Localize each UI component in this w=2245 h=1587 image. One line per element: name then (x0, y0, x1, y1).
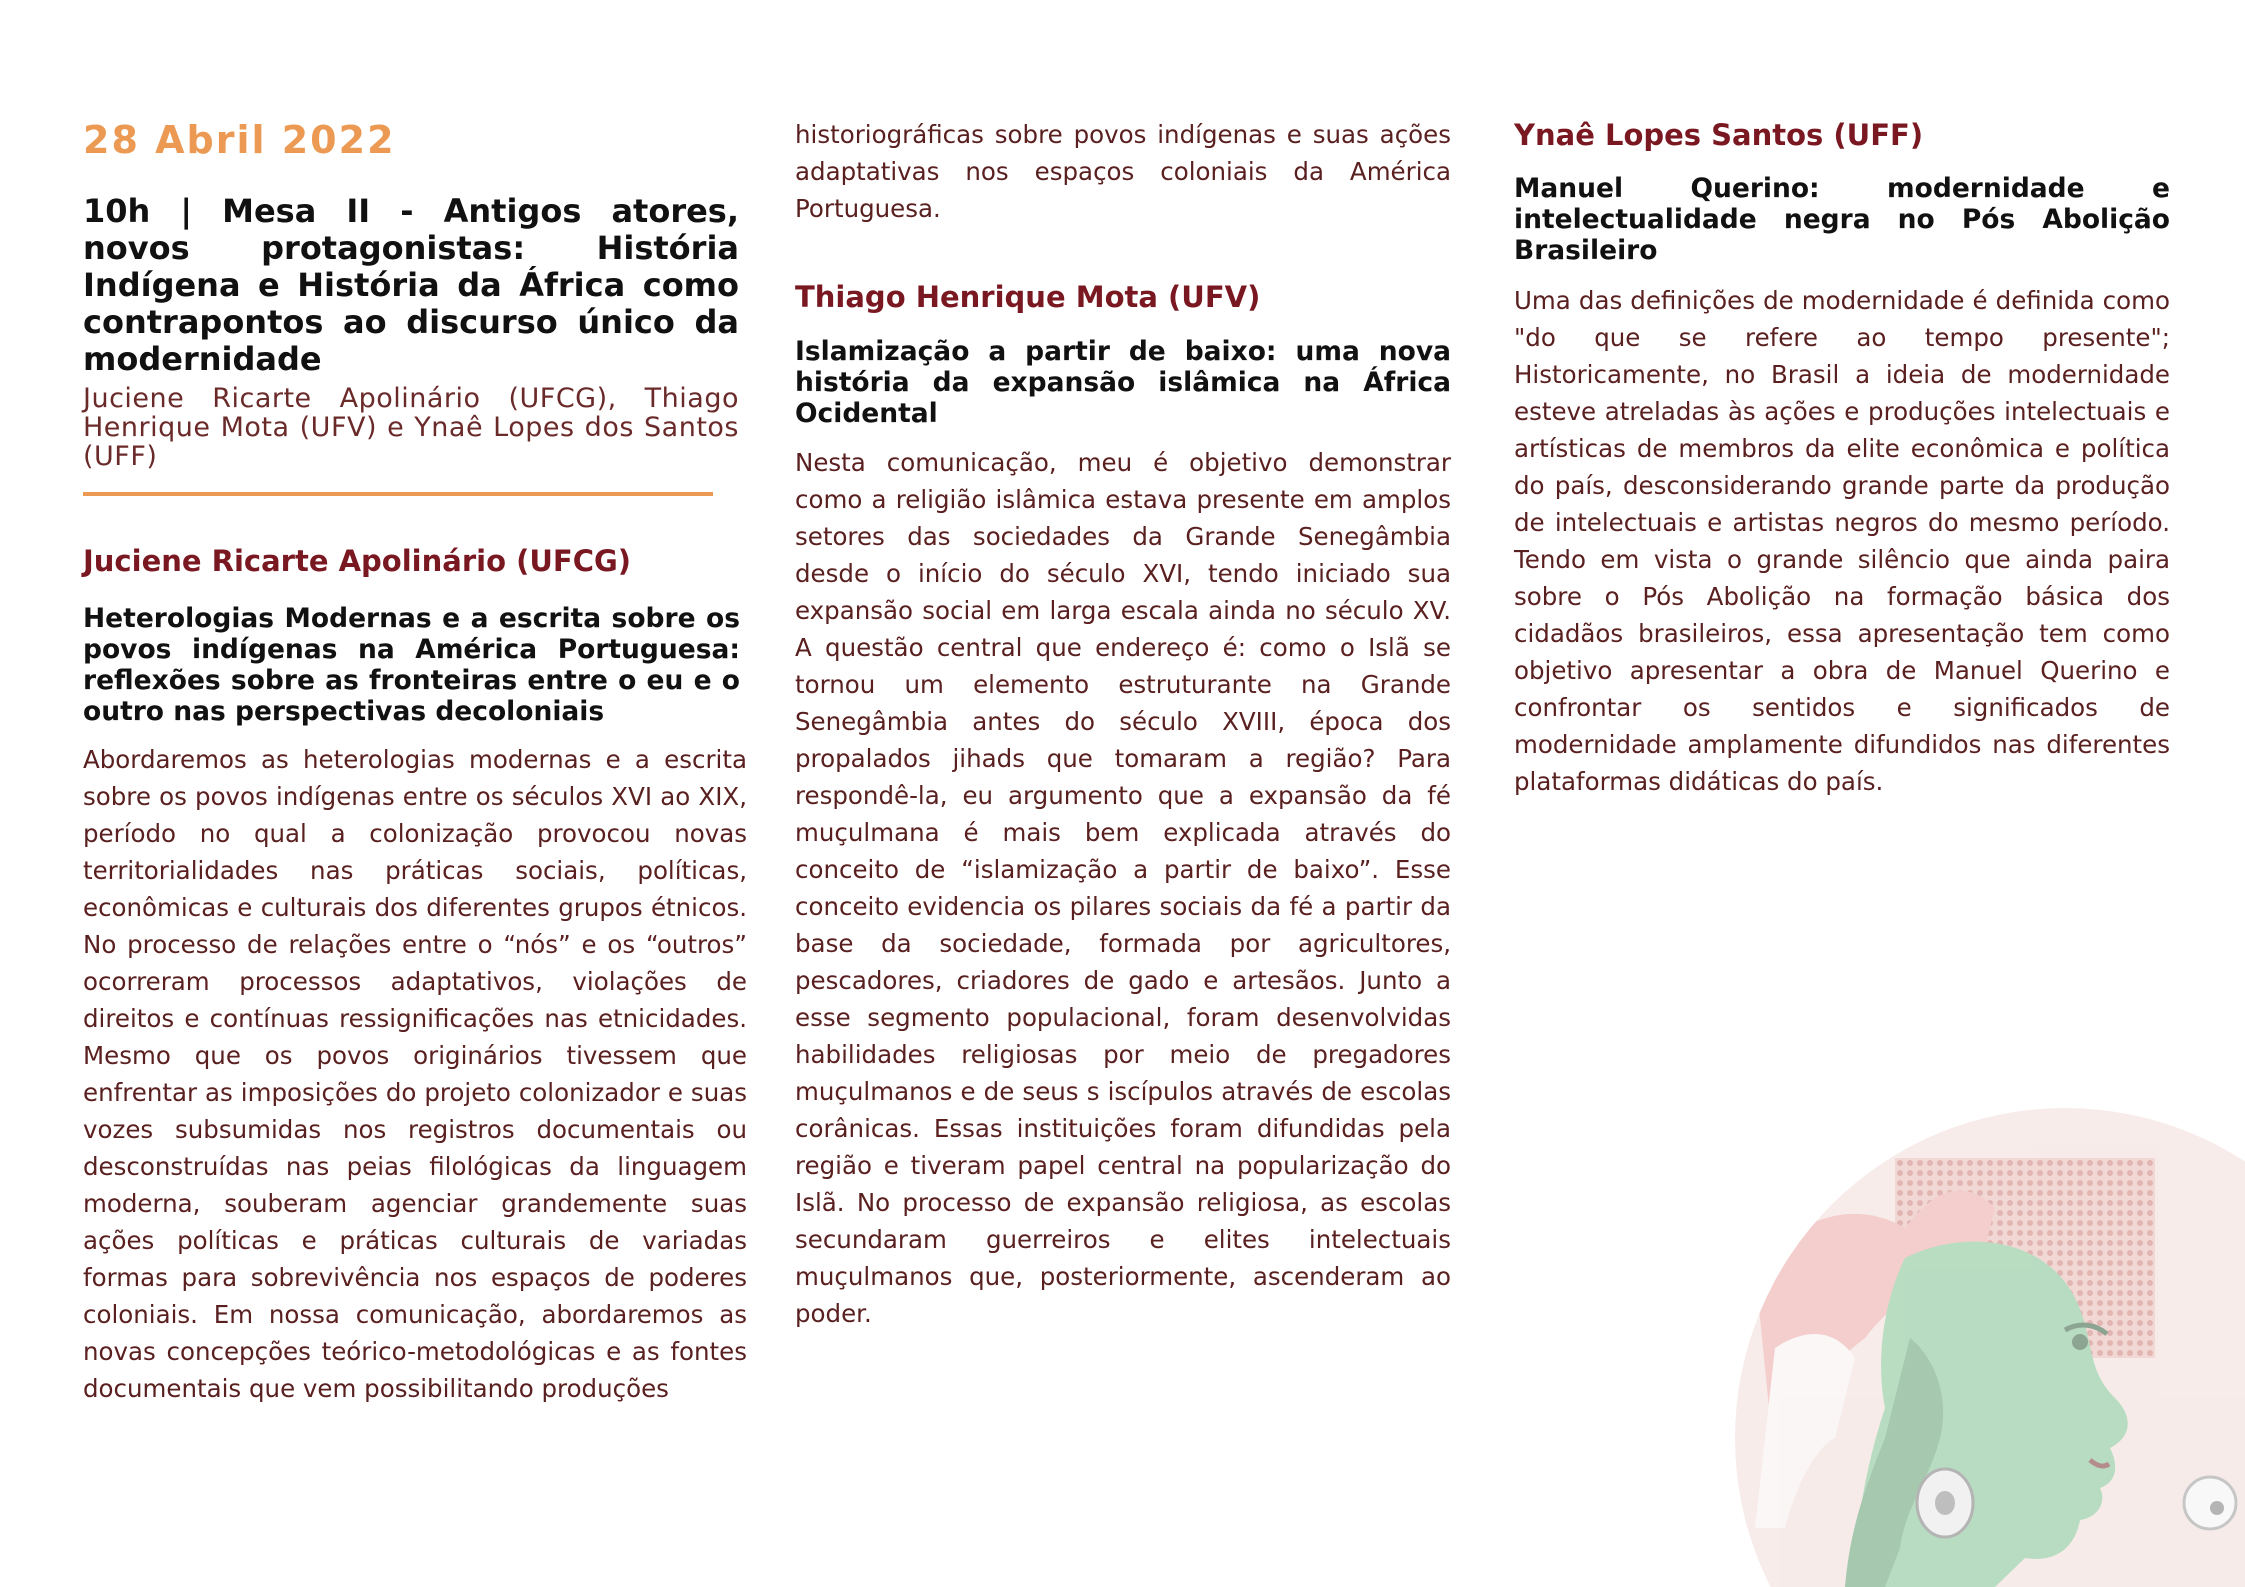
mural-portrait-image (1735, 1108, 2245, 1587)
session-speakers: Juciene Ricarte Apolinário (UFCG), Thiago Henrique Mota (UFV) e Ynaê Lopes dos Santos (UFF) (83, 383, 739, 472)
divider-rule (83, 492, 713, 496)
talk-title: Manuel Querino: modernidade e intelectualidade negra no Pós Abolição Brasileiro (1514, 173, 2170, 266)
talk-abstract: Uma das definições de modernidade é definida como "do que se refere ao tempo presente"; Historicamente, no Brasil a ideia de modernidade esteve atreladas às ações e produções intelectuais e artísticas de membros da elite econômica e política do país, desconsiderando grande parte da produção de intelectuais e artistas negros do mesmo período. Tendo em vista o grande silêncio que ainda paira sobre o Pós Abolição na formação básica dos cidadãos brasileiros, essa apresentação tem como objetivo apresentar a obra de Manuel Querino e confrontar os sentidos e significados de modernidade amplamente difundidos nas diferentes plataformas didáticas do país. (1514, 286, 2170, 796)
speaker-name: Juciene Ricarte Apolinário (UFCG) (83, 544, 632, 578)
talk-abstract: Nesta comunicação, meu é objetivo demonstrar como a religião islâmica estava presente em amplos setores das sociedades da Grande Senegâmbia desde o início do século XVI, tendo iniciado sua expansão social em larga escala ainda no século XV. A questão central que endereço é: como o Islã se tornou um elemento estruturante na Grande Senegâmbia antes do século XVIII, época dos propalados jihads que tomaram a região? Para respondê-la, eu argumento que a expansão da fé muçulmana é mais bem explicada através do conceito de “islamização a partir de baixo”. Esse conceito evidencia os pilares sociais da fé a partir da base da sociedade, formada por agricultores, pescadores, criadores de gado e artesãos. Junto a esse segmento populacional, foram desenvolvidas habilidades religiosas por meio de pregadores muçulmanos e de seus s iscípulos através de escolas corânicas. Essas instituições foram difundidas pela região e tiveram papel central na popularização do Islã. No processo de expansão religiosa, as escolas secundaram guerreiros e elites intelectuais muçulmanos que, posteriormente, ascenderam ao poder. (795, 448, 1451, 1328)
speaker-name: Ynaê Lopes Santos (UFF) (1514, 118, 1924, 152)
talk-title: Heterologias Modernas e a escrita sobre os povos indígenas na América Portuguesa: reflexões sobre as fronteiras entre o eu e o outro nas perspectivas decoloniais (83, 603, 740, 727)
session-title: 10h | Mesa II - Antigos atores, novos protagonistas: História Indígena e História da África como contrapontos ao discurso único da modernidade (83, 192, 739, 378)
talk-title: Islamização a partir de baixo: uma nova história da expansão islâmica na África Ocidental (795, 336, 1451, 429)
event-date: 28 Abril 2022 (83, 118, 396, 162)
speaker-name: Thiago Henrique Mota (UFV) (795, 280, 1261, 314)
talk-abstract-continued: historiográficas sobre povos indígenas e suas ações adaptativas nos espaços coloniais da América Portuguesa. (795, 120, 1451, 223)
portrait-illustration (1735, 1108, 2245, 1587)
talk-abstract: Abordaremos as heterologias modernas e a escrita sobre os povos indígenas entre os séculos XVI ao XIX, período no qual a colonização provocou novas territorialidades nas práticas sociais, políticas, econômicas e culturais dos diferentes grupos étnicos. No processo de relações entre o “nós” e os “outros” ocorreram processos adaptativos, violações de direitos e contínuas ressignificações nas etnicidades. Mesmo que os povos originários tivessem que enfrentar as imposições do projeto colonizador e suas vozes subsumidas nos registros documentais ou desconstruídas nas peias filológicas da linguagem moderna, souberam agenciar grandemente suas ações políticas e práticas culturais de variadas formas para sobrevivência nos espaços de poderes coloniais. Em nossa comunicação, abordaremos as novas concepções teórico-metodológicas e as fontes documentais que vem possibilitando produções (83, 745, 747, 1403)
